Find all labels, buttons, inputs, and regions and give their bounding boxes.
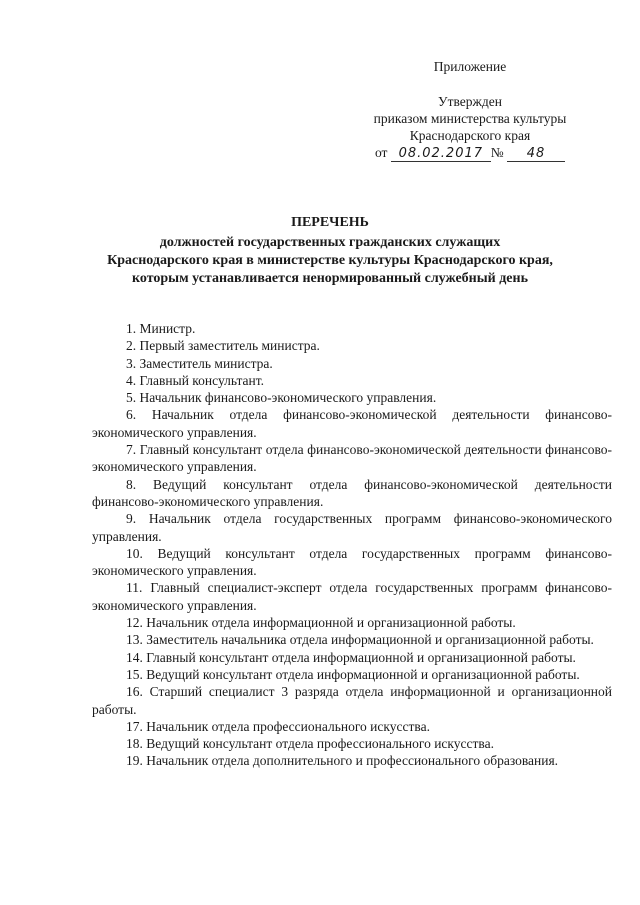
list-item: 8. Ведущий консультант отдела финансово-экономической деятельности финансово-экономического управления. xyxy=(92,476,612,509)
list-item: 19. Начальник отдела дополнительного и профессионального образования. xyxy=(126,753,559,769)
list-item: 4. Главный консультант. xyxy=(126,372,265,388)
list-item: 6. Начальник отдела финансово-экономической деятельности финансово-экономического управления. xyxy=(92,407,612,440)
list-item: 16. Старший специалист 3 разряда отдела информационной и организационной работы. xyxy=(92,684,612,717)
list-item: 14. Главный консультант отдела информационной и организационной работы. xyxy=(126,649,576,665)
date-number-line xyxy=(340,144,600,162)
title-line-3: Краснодарского края в министерстве культуры Краснодарского края, xyxy=(107,253,553,268)
list-item: 7. Главный консультант отдела финансово-экономической деятельности финансово-экономического управления. xyxy=(92,442,612,475)
list-item: 15. Ведущий консультант отдела информационной и организационной работы. xyxy=(126,666,580,682)
list-item: 5. Начальник финансово-экономического управления. xyxy=(126,390,437,406)
list-item: 11. Главный специалист-эксперт отдела государственных программ финансово-экономического управления. xyxy=(92,580,612,613)
list-item: 1. Министр. xyxy=(126,321,196,336)
list-item: 2. Первый заместитель министра. xyxy=(126,338,320,354)
list-item: 12. Начальник отдела информационной и организационной работы. xyxy=(126,615,516,631)
list-item: 18. Ведущий консультант отдела профессионального искусства. xyxy=(126,736,494,752)
title-line-2: должностей государственных гражданских служащих xyxy=(159,235,501,250)
handwritten-date: 08.02.2017 xyxy=(391,147,491,162)
title-line-4: которым устанавливается ненормированный служебный день xyxy=(132,271,528,286)
list-item: 9. Начальник отдела государственных программ финансово-экономического управления. xyxy=(92,511,612,544)
list-item: 10. Ведущий консультант отдела государственных программ финансово-экономического управления. xyxy=(92,545,612,579)
handwritten-number: 48 xyxy=(507,147,565,162)
date-prefix: от xyxy=(374,145,388,160)
list-item: 3. Заместитель министра. xyxy=(126,355,273,371)
order-line-2: Краснодарского края xyxy=(409,128,531,143)
approved-label: Утвержден xyxy=(438,94,502,109)
document-title xyxy=(60,214,600,288)
number-prefix: № xyxy=(490,145,504,160)
positions-list xyxy=(92,320,612,770)
order-line-1: приказом министерства культуры xyxy=(373,111,567,126)
list-item: 13. Заместитель начальника отдела информационной и организационной работы. xyxy=(126,632,594,648)
title-heading: ПЕРЕЧЕНЬ xyxy=(291,215,369,230)
list-item: 17. Начальник отдела профессионального искусства. xyxy=(126,718,430,734)
approval-block xyxy=(340,58,600,162)
appendix-label: Приложение xyxy=(433,59,507,74)
